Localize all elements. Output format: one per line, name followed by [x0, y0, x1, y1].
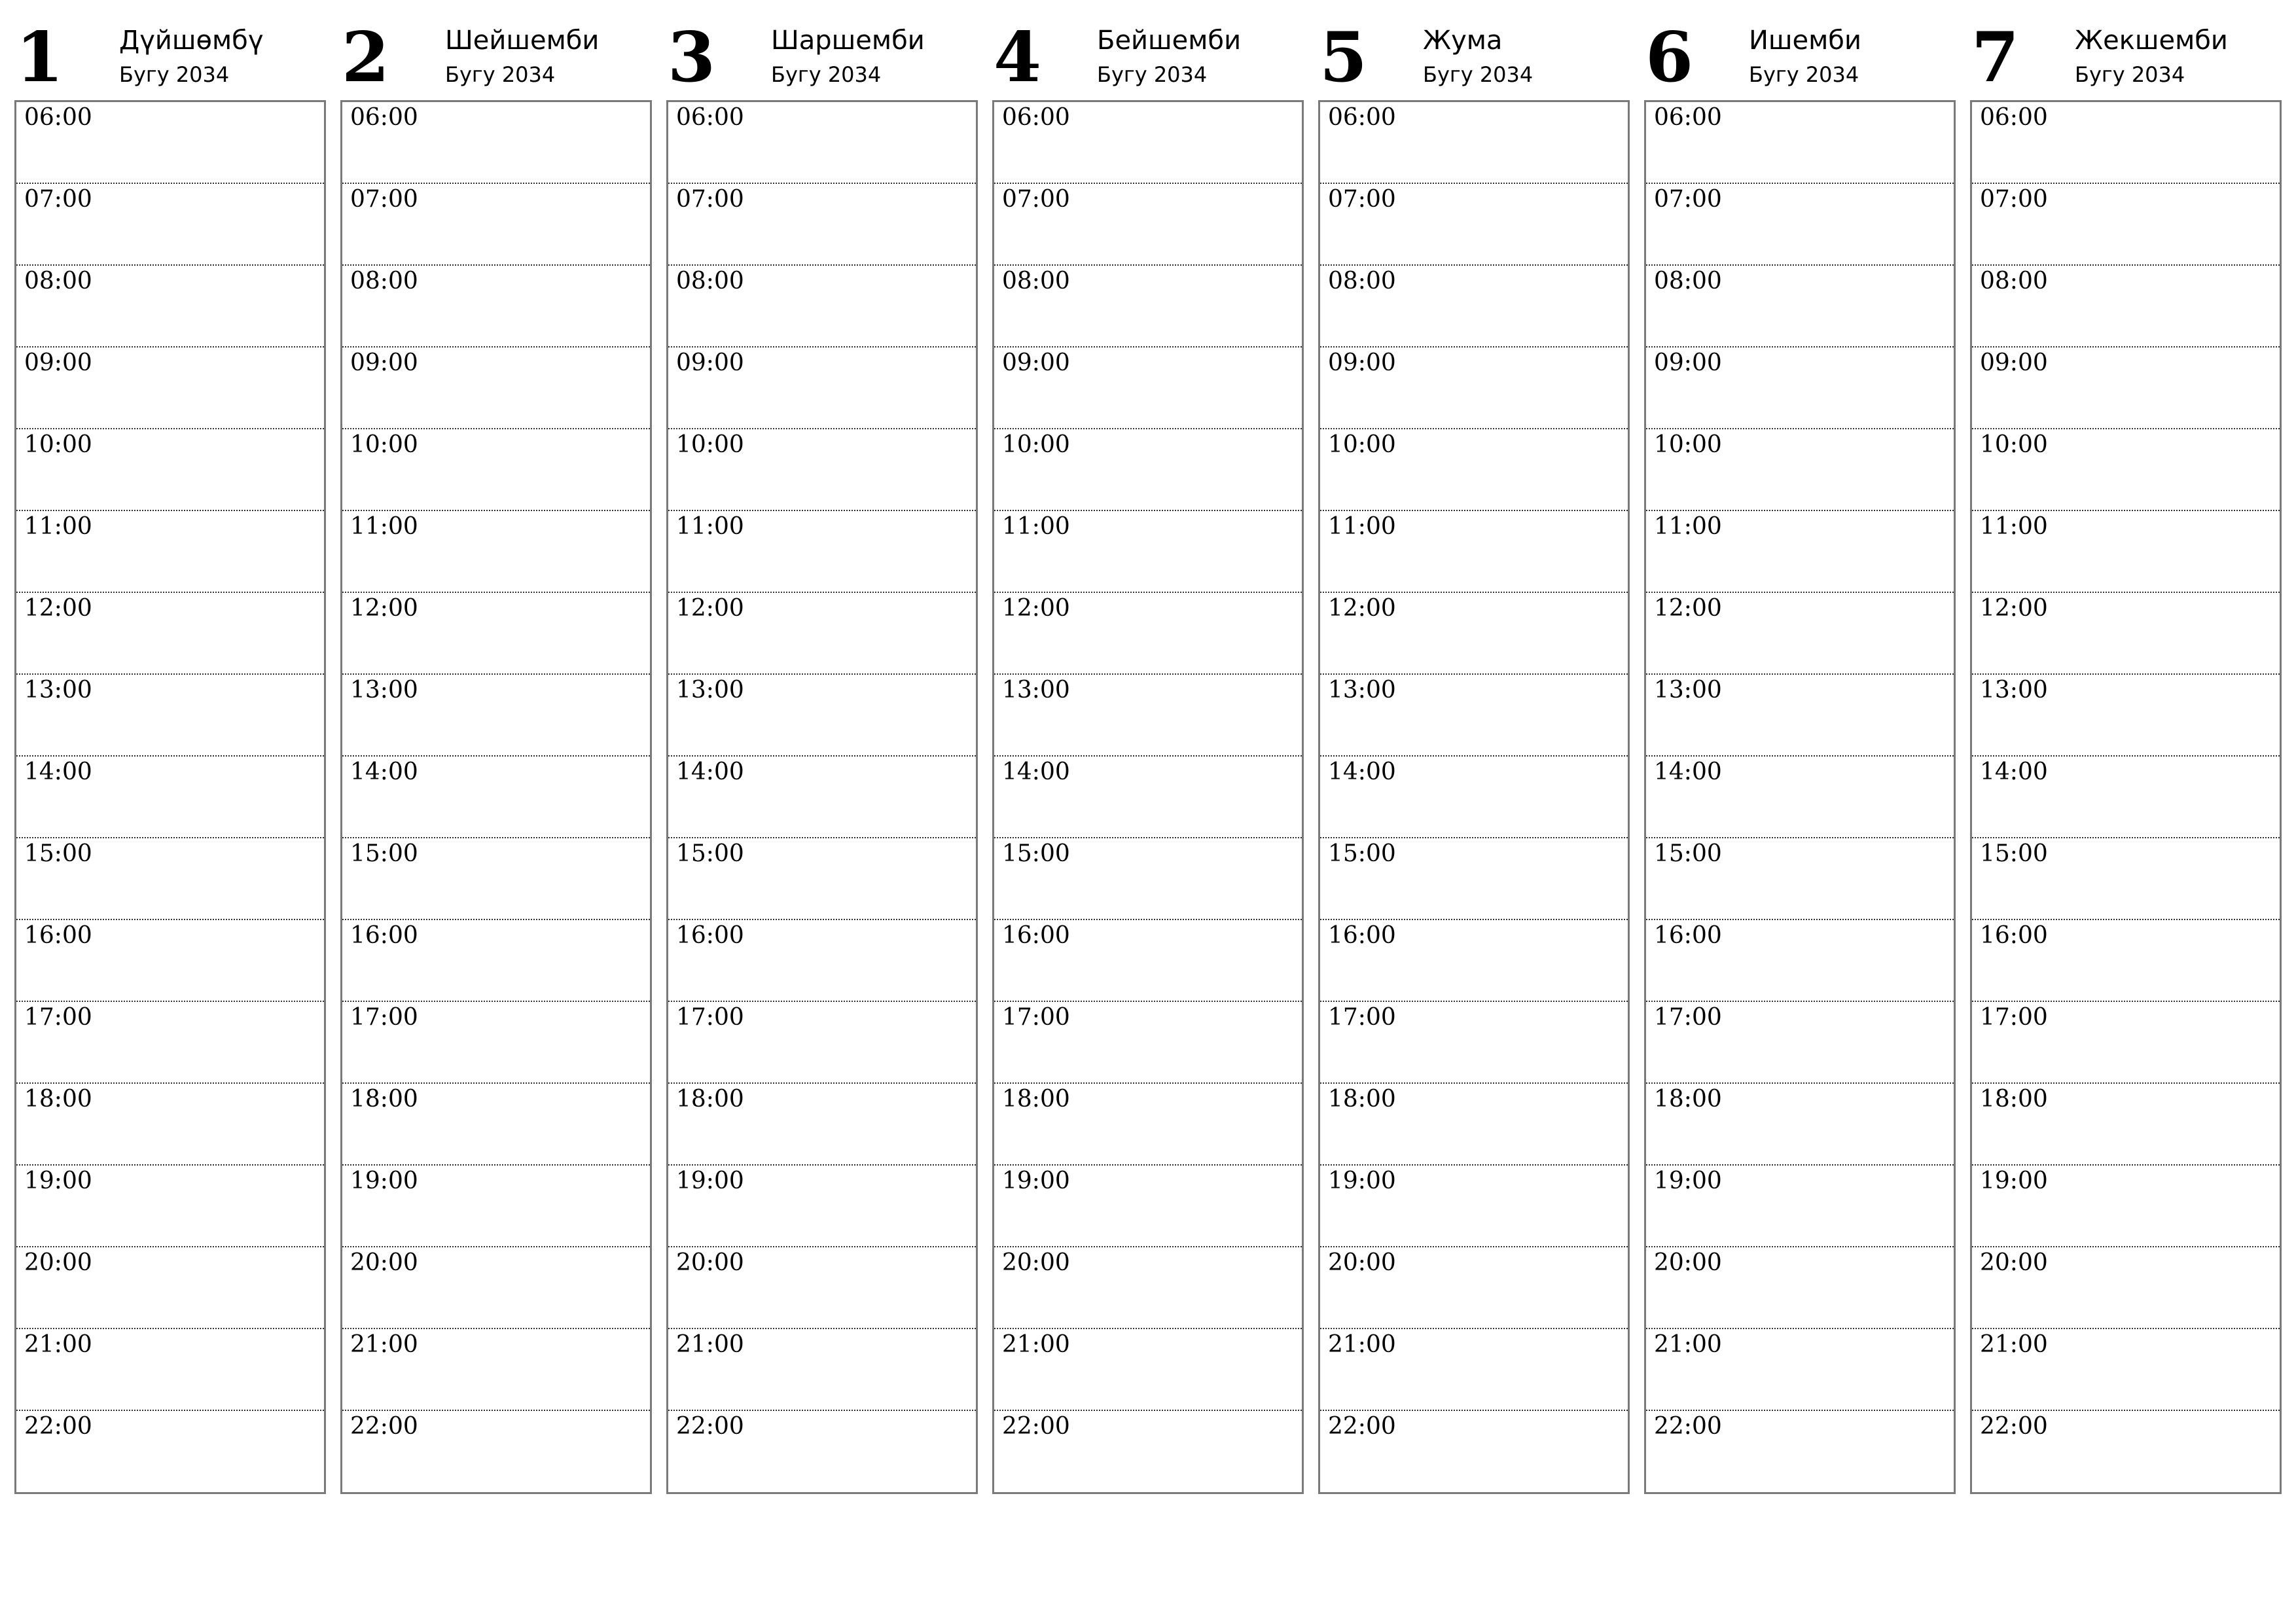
hour-slot[interactable] — [1320, 511, 1628, 593]
hour-slot[interactable] — [994, 1002, 1302, 1084]
hour-slot[interactable] — [1972, 920, 2280, 1002]
hour-label: 14:00 — [1002, 758, 1070, 785]
hour-label: 21:00 — [1002, 1331, 1070, 1358]
hour-slot[interactable] — [994, 102, 1302, 184]
day-name: Жума — [1423, 26, 1503, 56]
hour-slot[interactable] — [1972, 429, 2280, 511]
hour-label: 15:00 — [350, 840, 418, 867]
hour-label: 12:00 — [1980, 595, 2048, 622]
hour-label: 08:00 — [350, 268, 418, 294]
hour-label: 17:00 — [1980, 1004, 2048, 1031]
hour-slot[interactable] — [994, 1411, 1302, 1493]
hour-label: 18:00 — [1980, 1086, 2048, 1113]
day-month-year: Бугу 2034 — [1749, 62, 1859, 87]
hour-slot[interactable] — [1646, 675, 1954, 757]
hour-label: 10:00 — [24, 431, 92, 458]
hour-label: 18:00 — [24, 1086, 92, 1113]
day-month-year: Бугу 2034 — [1097, 62, 1208, 87]
hour-label: 07:00 — [676, 186, 744, 213]
hour-label: 18:00 — [350, 1086, 418, 1113]
hour-label: 16:00 — [1654, 922, 1722, 949]
hour-slot[interactable] — [342, 429, 650, 511]
hour-slot[interactable] — [16, 1002, 324, 1084]
hour-label: 08:00 — [1328, 268, 1396, 294]
day-name: Шаршемби — [771, 26, 925, 56]
hour-label: 17:00 — [350, 1004, 418, 1031]
hour-label: 16:00 — [676, 922, 744, 949]
hour-slot[interactable] — [1320, 102, 1628, 184]
hour-label: 22:00 — [1654, 1413, 1722, 1440]
hour-slot[interactable] — [1972, 838, 2280, 920]
hour-label: 20:00 — [24, 1249, 92, 1276]
hour-label: 12:00 — [1002, 595, 1070, 622]
hour-label: 06:00 — [676, 104, 744, 131]
hour-slot[interactable] — [668, 1002, 976, 1084]
hour-slot[interactable] — [1972, 1247, 2280, 1329]
day-number: 4 — [994, 16, 1042, 98]
day-column — [666, 0, 980, 1505]
hour-label: 18:00 — [1654, 1086, 1722, 1113]
hour-label: 11:00 — [350, 513, 418, 540]
day-column — [992, 0, 1306, 1505]
hour-slot[interactable] — [668, 757, 976, 838]
hour-slot[interactable] — [1972, 1411, 2280, 1493]
hour-label: 06:00 — [350, 104, 418, 131]
day-month-year: Бугу 2034 — [1423, 62, 1534, 87]
hour-slot[interactable] — [1646, 266, 1954, 348]
hour-label: 06:00 — [24, 104, 92, 131]
hour-label: 19:00 — [350, 1168, 418, 1194]
day-number: 1 — [16, 16, 64, 98]
hour-slot[interactable] — [1320, 593, 1628, 675]
day-name: Бейшемби — [1097, 26, 1242, 56]
hour-label: 21:00 — [1980, 1331, 2048, 1358]
hour-slot[interactable] — [1646, 429, 1954, 511]
hour-slot[interactable] — [994, 675, 1302, 757]
hour-label: 18:00 — [1328, 1086, 1396, 1113]
hour-slot[interactable] — [16, 1411, 324, 1493]
hour-slot[interactable] — [16, 348, 324, 429]
hour-label: 17:00 — [24, 1004, 92, 1031]
hour-label: 16:00 — [24, 922, 92, 949]
hour-label: 11:00 — [676, 513, 744, 540]
hour-label: 12:00 — [1328, 595, 1396, 622]
hour-label: 17:00 — [676, 1004, 744, 1031]
hour-label: 07:00 — [24, 186, 92, 213]
hour-slot[interactable] — [1646, 1411, 1954, 1493]
hour-label: 17:00 — [1328, 1004, 1396, 1031]
hour-slot[interactable] — [1646, 757, 1954, 838]
hour-slot[interactable] — [668, 1411, 976, 1493]
hour-slot[interactable] — [16, 1166, 324, 1247]
hour-label: 20:00 — [676, 1249, 744, 1276]
hour-label: 18:00 — [676, 1086, 744, 1113]
hour-label: 10:00 — [1002, 431, 1070, 458]
hour-label: 20:00 — [1980, 1249, 2048, 1276]
day-name: Дүйшөмбү — [119, 26, 264, 56]
hour-slot[interactable] — [16, 184, 324, 266]
hour-slot[interactable] — [1646, 102, 1954, 184]
day-number: 3 — [668, 16, 716, 98]
hour-label: 14:00 — [1328, 758, 1396, 785]
hour-label: 22:00 — [1980, 1413, 2048, 1440]
day-column — [340, 0, 655, 1505]
hour-slot[interactable] — [994, 184, 1302, 266]
hour-label: 10:00 — [350, 431, 418, 458]
hour-slot[interactable] — [1320, 429, 1628, 511]
hour-label: 19:00 — [1002, 1168, 1070, 1194]
hour-label: 20:00 — [1328, 1249, 1396, 1276]
hour-slot[interactable] — [668, 838, 976, 920]
hour-label: 16:00 — [1002, 922, 1070, 949]
hour-slot[interactable] — [994, 1247, 1302, 1329]
hour-slot[interactable] — [1646, 593, 1954, 675]
hour-slot[interactable] — [1972, 1329, 2280, 1411]
hour-label: 13:00 — [1002, 677, 1070, 704]
hour-slot[interactable] — [1320, 266, 1628, 348]
day-schedule-box — [1318, 100, 1630, 1494]
hour-slot[interactable] — [994, 838, 1302, 920]
hour-label: 07:00 — [1002, 186, 1070, 213]
hour-slot[interactable] — [994, 1084, 1302, 1166]
hour-label: 13:00 — [1328, 677, 1396, 704]
hour-slot[interactable] — [1646, 1247, 1954, 1329]
hour-slot[interactable] — [1972, 757, 2280, 838]
hour-slot[interactable] — [994, 348, 1302, 429]
hour-slot[interactable] — [1972, 266, 2280, 348]
hour-slot[interactable] — [342, 184, 650, 266]
hour-label: 21:00 — [350, 1331, 418, 1358]
hour-label: 14:00 — [1980, 758, 2048, 785]
hour-slot[interactable] — [16, 511, 324, 593]
hour-slot[interactable] — [342, 1329, 650, 1411]
hour-label: 13:00 — [1654, 677, 1722, 704]
hour-label: 21:00 — [1654, 1331, 1722, 1358]
hour-slot[interactable] — [994, 266, 1302, 348]
hour-slot[interactable] — [1320, 838, 1628, 920]
day-column — [14, 0, 329, 1505]
hour-slot[interactable] — [342, 511, 650, 593]
hour-slot[interactable] — [668, 102, 976, 184]
hour-slot[interactable] — [16, 1084, 324, 1166]
hour-slot[interactable] — [342, 1002, 650, 1084]
day-month-year: Бугу 2034 — [771, 62, 882, 87]
hour-slot[interactable] — [668, 1166, 976, 1247]
hour-label: 11:00 — [24, 513, 92, 540]
hour-slot[interactable] — [1320, 675, 1628, 757]
hour-slot[interactable] — [1646, 1166, 1954, 1247]
hour-label: 11:00 — [1654, 513, 1722, 540]
hour-slot[interactable] — [1972, 675, 2280, 757]
hour-slot[interactable] — [16, 266, 324, 348]
hour-label: 22:00 — [1328, 1413, 1396, 1440]
hour-slot[interactable] — [1972, 1084, 2280, 1166]
hour-label: 15:00 — [676, 840, 744, 867]
hour-label: 06:00 — [1654, 104, 1722, 131]
hour-label: 10:00 — [676, 431, 744, 458]
hour-slot[interactable] — [668, 511, 976, 593]
hour-slot[interactable] — [16, 757, 324, 838]
hour-label: 22:00 — [350, 1413, 418, 1440]
hour-slot[interactable] — [16, 675, 324, 757]
hour-slot[interactable] — [16, 102, 324, 184]
hour-slot[interactable] — [994, 429, 1302, 511]
hour-slot[interactable] — [1972, 184, 2280, 266]
day-number: 7 — [1971, 16, 2020, 98]
hour-label: 08:00 — [1002, 268, 1070, 294]
hour-label: 22:00 — [24, 1413, 92, 1440]
day-schedule-box — [666, 100, 978, 1494]
hour-slot[interactable] — [994, 1166, 1302, 1247]
hour-slot[interactable] — [1972, 348, 2280, 429]
hour-slot[interactable] — [1646, 1084, 1954, 1166]
hour-slot[interactable] — [994, 593, 1302, 675]
hour-slot[interactable] — [342, 593, 650, 675]
hour-slot[interactable] — [342, 266, 650, 348]
hour-label: 07:00 — [1328, 186, 1396, 213]
hour-slot[interactable] — [1320, 1084, 1628, 1166]
hour-slot[interactable] — [1972, 593, 2280, 675]
hour-slot[interactable] — [342, 1084, 650, 1166]
hour-slot[interactable] — [16, 1247, 324, 1329]
hour-label: 08:00 — [1980, 268, 2048, 294]
hour-slot[interactable] — [16, 429, 324, 511]
hour-slot[interactable] — [342, 675, 650, 757]
hour-label: 09:00 — [676, 349, 744, 376]
day-schedule-box — [340, 100, 652, 1494]
hour-slot[interactable] — [16, 1329, 324, 1411]
hour-label: 14:00 — [1654, 758, 1722, 785]
day-column — [1644, 0, 1958, 1505]
day-number: 5 — [1319, 16, 1368, 98]
hour-label: 12:00 — [24, 595, 92, 622]
hour-slot[interactable] — [1646, 1329, 1954, 1411]
hour-label: 22:00 — [676, 1413, 744, 1440]
hour-label: 15:00 — [1980, 840, 2048, 867]
hour-label: 19:00 — [1654, 1168, 1722, 1194]
hour-label: 22:00 — [1002, 1413, 1070, 1440]
hour-slot[interactable] — [1320, 1002, 1628, 1084]
hour-slot[interactable] — [342, 838, 650, 920]
day-column — [1970, 0, 2284, 1505]
hour-label: 09:00 — [1980, 349, 2048, 376]
hour-label: 06:00 — [1980, 104, 2048, 131]
hour-label: 16:00 — [1328, 922, 1396, 949]
hour-label: 10:00 — [1654, 431, 1722, 458]
day-schedule-box — [14, 100, 326, 1494]
hour-label: 19:00 — [1328, 1168, 1396, 1194]
hour-slot[interactable] — [1646, 1002, 1954, 1084]
hour-label: 21:00 — [24, 1331, 92, 1358]
hour-slot[interactable] — [668, 184, 976, 266]
hour-label: 15:00 — [1328, 840, 1396, 867]
day-schedule-box — [992, 100, 1304, 1494]
day-month-year: Бугу 2034 — [445, 62, 556, 87]
day-name: Шейшемби — [445, 26, 600, 56]
hour-label: 19:00 — [24, 1168, 92, 1194]
hour-label: 10:00 — [1328, 431, 1396, 458]
hour-label: 13:00 — [676, 677, 744, 704]
hour-label: 07:00 — [1980, 186, 2048, 213]
hour-label: 09:00 — [350, 349, 418, 376]
hour-slot[interactable] — [1320, 1329, 1628, 1411]
hour-label: 17:00 — [1002, 1004, 1070, 1031]
hour-label: 18:00 — [1002, 1086, 1070, 1113]
hour-slot[interactable] — [1972, 1166, 2280, 1247]
hour-slot[interactable] — [994, 1329, 1302, 1411]
hour-slot[interactable] — [1646, 920, 1954, 1002]
hour-label: 21:00 — [1328, 1331, 1396, 1358]
hour-slot[interactable] — [342, 102, 650, 184]
hour-slot[interactable] — [16, 838, 324, 920]
hour-slot[interactable] — [1320, 184, 1628, 266]
hour-slot[interactable] — [1320, 348, 1628, 429]
hour-slot[interactable] — [1320, 1166, 1628, 1247]
hour-label: 19:00 — [1980, 1168, 2048, 1194]
hour-slot[interactable] — [1646, 184, 1954, 266]
hour-label: 11:00 — [1002, 513, 1070, 540]
hour-label: 07:00 — [1654, 186, 1722, 213]
hour-slot[interactable] — [1972, 102, 2280, 184]
hour-label: 17:00 — [1654, 1004, 1722, 1031]
hour-label: 10:00 — [1980, 431, 2048, 458]
hour-slot[interactable] — [342, 1247, 650, 1329]
hour-label: 21:00 — [676, 1331, 744, 1358]
hour-slot[interactable] — [1646, 838, 1954, 920]
hour-label: 16:00 — [350, 922, 418, 949]
hour-label: 13:00 — [1980, 677, 2048, 704]
hour-slot[interactable] — [668, 429, 976, 511]
hour-label: 09:00 — [1002, 349, 1070, 376]
hour-label: 20:00 — [350, 1249, 418, 1276]
day-name: Ишемби — [1749, 26, 1861, 56]
day-schedule-box — [1644, 100, 1956, 1494]
hour-slot[interactable] — [668, 1329, 976, 1411]
hour-label: 11:00 — [1980, 513, 2048, 540]
hour-label: 15:00 — [1002, 840, 1070, 867]
hour-slot[interactable] — [668, 1084, 976, 1166]
hour-slot[interactable] — [668, 675, 976, 757]
hour-label: 08:00 — [676, 268, 744, 294]
hour-slot[interactable] — [1646, 348, 1954, 429]
day-schedule-box — [1970, 100, 2282, 1494]
hour-label: 14:00 — [350, 758, 418, 785]
hour-slot[interactable] — [16, 593, 324, 675]
hour-label: 13:00 — [24, 677, 92, 704]
hour-label: 13:00 — [350, 677, 418, 704]
hour-label: 14:00 — [676, 758, 744, 785]
hour-slot[interactable] — [994, 920, 1302, 1002]
day-number: 2 — [342, 16, 390, 98]
hour-label: 20:00 — [1654, 1249, 1722, 1276]
hour-slot[interactable] — [668, 920, 976, 1002]
day-name: Жекшемби — [2075, 26, 2228, 56]
hour-slot[interactable] — [342, 757, 650, 838]
day-number: 6 — [1645, 16, 1694, 98]
hour-label: 12:00 — [676, 595, 744, 622]
hour-slot[interactable] — [342, 920, 650, 1002]
hour-label: 09:00 — [1328, 349, 1396, 376]
hour-slot[interactable] — [1320, 920, 1628, 1002]
hour-label: 07:00 — [350, 186, 418, 213]
hour-slot[interactable] — [1320, 757, 1628, 838]
hour-label: 12:00 — [350, 595, 418, 622]
hour-slot[interactable] — [668, 1247, 976, 1329]
hour-slot[interactable] — [1972, 511, 2280, 593]
hour-label: 19:00 — [676, 1168, 744, 1194]
day-month-year: Бугу 2034 — [119, 62, 230, 87]
hour-slot[interactable] — [1320, 1247, 1628, 1329]
hour-slot[interactable] — [16, 920, 324, 1002]
hour-slot[interactable] — [994, 511, 1302, 593]
hour-label: 16:00 — [1980, 922, 2048, 949]
hour-slot[interactable] — [1320, 1411, 1628, 1493]
hour-label: 14:00 — [24, 758, 92, 785]
hour-slot[interactable] — [342, 1411, 650, 1493]
hour-slot[interactable] — [1972, 1002, 2280, 1084]
hour-slot[interactable] — [1646, 511, 1954, 593]
hour-label: 06:00 — [1328, 104, 1396, 131]
hour-slot[interactable] — [668, 348, 976, 429]
hour-label: 12:00 — [1654, 595, 1722, 622]
hour-slot[interactable] — [994, 757, 1302, 838]
day-column — [1318, 0, 1632, 1505]
hour-label: 20:00 — [1002, 1249, 1070, 1276]
hour-slot[interactable] — [668, 593, 976, 675]
hour-label: 08:00 — [1654, 268, 1722, 294]
hour-slot[interactable] — [342, 1166, 650, 1247]
hour-label: 09:00 — [24, 349, 92, 376]
hour-label: 11:00 — [1328, 513, 1396, 540]
hour-label: 15:00 — [1654, 840, 1722, 867]
hour-slot[interactable] — [668, 266, 976, 348]
hour-label: 15:00 — [24, 840, 92, 867]
day-month-year: Бугу 2034 — [2075, 62, 2185, 87]
hour-label: 09:00 — [1654, 349, 1722, 376]
hour-label: 08:00 — [24, 268, 92, 294]
hour-slot[interactable] — [342, 348, 650, 429]
hour-label: 06:00 — [1002, 104, 1070, 131]
